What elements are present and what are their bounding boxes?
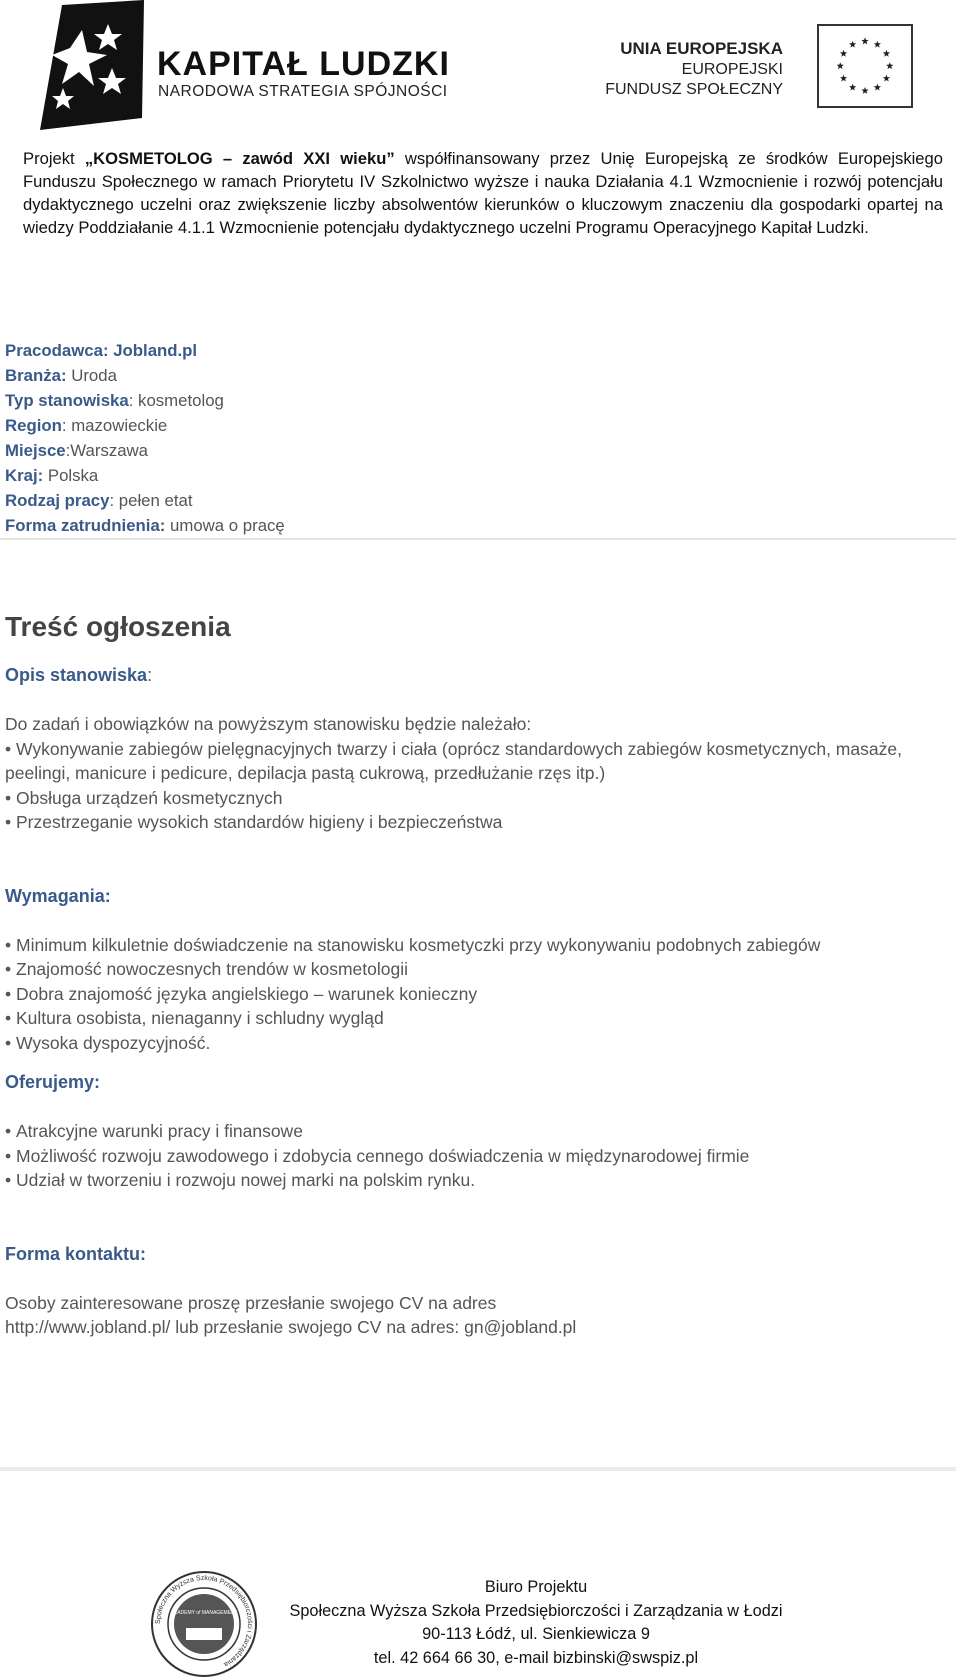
branch-label: Branża:: [5, 366, 67, 385]
kapital-ludzki-title: KAPITAŁ LUDZKI: [157, 45, 450, 83]
requirement-item: • Dobra znajomość języka angielskiego – warunek konieczny: [5, 982, 945, 1007]
eu-star-icon: [883, 75, 890, 82]
svg-text:ACADEMY of MANAGEMENT: ACADEMY of MANAGEMENT: [170, 1610, 238, 1616]
country-value: Polska: [43, 466, 99, 485]
description-heading-colon: :: [147, 665, 153, 685]
offer-item: • Atrakcyjne warunki pracy i finansowe: [5, 1119, 945, 1144]
footer-office: Biuro Projektu: [484, 1578, 588, 1596]
description-heading: [5, 662, 945, 688]
offer-item: • Możliwość rozwoju zawodowego i zdobycia cennego doświadczenia w międzynarodowej firmie: [5, 1144, 945, 1169]
worktype-label: Rodzaj pracy: [5, 491, 110, 510]
branch-row: [5, 363, 285, 388]
eu-star-icon: [883, 50, 890, 57]
contact-heading: Forma kontaktu:: [5, 1243, 147, 1264]
kapital-ludzki-subtitle: NARODOWA STRATEGIA SPÓJNOŚCI: [158, 83, 448, 100]
job-details: [5, 338, 285, 538]
eu-star-icon: [861, 87, 868, 94]
offer-heading: Oferujemy:: [5, 1072, 101, 1092]
eu-star-icon: [840, 75, 847, 82]
description-heading-text: Opis stanowiska: [5, 665, 148, 685]
project-description: [23, 147, 943, 239]
duties-intro: Do zadań i obowiązków na powyższym stanowisku będzie należało:: [5, 714, 532, 734]
footer-divider: [0, 1467, 956, 1471]
eu-star-icon: [837, 62, 844, 69]
eu-flag-icon: [817, 24, 913, 108]
place-value: :Warszawa: [65, 441, 149, 460]
type-label: Typ stanowiska: [5, 391, 129, 410]
svg-text:Społeczna Wyższa Szkoła Przeds: Społeczna Wyższa Szkoła Przedsiębiorczości i Zarządzania: [154, 1574, 254, 1668]
type-value: : kosmetolog: [128, 391, 224, 410]
country-row: [5, 463, 285, 488]
duty-item: • Obsługa urządzeń kosmetycznych: [5, 786, 945, 811]
requirement-item: • Minimum kilkuletnie doświadczenie na stanowisku kosmetyczki przy wykonywaniu podobnych zabiegów: [5, 933, 945, 958]
worktype-value: : pełen etat: [109, 491, 193, 510]
employer: Pracodawca: Jobland.pl: [5, 341, 198, 360]
employment-value: umowa o pracę: [165, 516, 285, 535]
footer-street: 90-113 Łódź, ul. Sienkiewicza 9: [422, 1625, 650, 1643]
region-label: Region: [5, 416, 62, 435]
contact-line: http://www.jobland.pl/ lub przesłanie swojego CV na adres: gn@jobland.pl: [5, 1317, 577, 1337]
eu-star-icon: [849, 84, 856, 91]
employment-label: Forma zatrudnienia:: [5, 516, 166, 535]
offer-item: • Udział w tworzeniu i rozwoju nowej marki na polskim rynku.: [5, 1168, 945, 1193]
type-row: [5, 388, 285, 413]
eu-star-icon: [861, 37, 868, 44]
duty-item: • Przestrzeganie wysokich standardów higieny i bezpieczeństwa: [5, 810, 945, 835]
country-label: Kraj:: [5, 466, 44, 485]
employer-row: [5, 338, 285, 363]
footer-school: Społeczna Wyższa Szkoła Przedsiębiorczości i Zarządzania w Łodzi: [289, 1601, 783, 1620]
footer-address: [262, 1576, 810, 1670]
academy-seal-icon: [150, 1570, 258, 1678]
requirement-item: • Kultura osobista, nienaganny i schludny wygląd: [5, 1006, 945, 1031]
eu-title: UNIA EUROPEJSKA: [620, 39, 783, 58]
project-text: współfinansowany przez Unię Europejską ze środków Europejskiego Funduszu Społecznego w ramach Priorytetu IV Szkolnictwo wyższe i nauka Działania 4.1 Wzmocnienie i rozwój potencjału dydaktycznego uczelni oraz zwiększenie liczby absolwentów kierunków o kluczowym znaczeniu dla gospodarki opartej na wiedzy Poddziałanie 4.1.1 Wzmocnienie potencjału dydaktycznego uczelni Programu Operacyjnego Kapitał Ludzki.: [23, 149, 943, 237]
kapital-ludzki-emblem-icon: [32, 0, 152, 132]
content-heading: Treść ogłoszenia: [5, 611, 231, 642]
project-name: „KOSMETOLOG – zawód XXI wieku”: [84, 149, 395, 168]
region-row: [5, 413, 285, 438]
requirement-item: • Znajomość nowoczesnych trendów w kosmetologii: [5, 957, 945, 982]
branch-value: Uroda: [66, 366, 117, 385]
duty-item: • Wykonywanie zabiegów pielęgnacyjnych twarzy i ciała (oprócz standardowych zabiegów kosmetycznych, masaże, peelingi, manicure i pedicure, depilacja pastą cukrową, przedłużanie rzęs itp.): [5, 737, 945, 786]
contact-line: Osoby zainteresowane proszę przesłanie swojego CV na adres: [5, 1292, 497, 1313]
eu-star-icon: [874, 41, 881, 48]
place-label: Miejsce: [5, 441, 66, 460]
employment-row: [5, 513, 285, 538]
eu-line2: EUROPEJSKI: [681, 61, 783, 78]
kapital-ludzki-logo: [32, 0, 462, 135]
requirements-heading: Wymagania:: [5, 885, 111, 906]
eu-star-icon: [840, 50, 847, 57]
worktype-row: [5, 488, 285, 513]
requirement-item: • Wysoka dyspozycyjność.: [5, 1031, 945, 1056]
divider: [0, 538, 956, 540]
eu-logo: [605, 22, 913, 112]
place-row: [5, 438, 285, 463]
job-content: [5, 610, 945, 1340]
eu-star-icon: [886, 62, 893, 69]
footer-contact: tel. 42 664 66 30, e-mail bizbinski@swspiz.pl: [373, 1648, 699, 1667]
eu-star-icon: [874, 84, 881, 91]
region-value: : mazowieckie: [61, 416, 168, 435]
eu-line3: FUNDUSZ SPOŁECZNY: [605, 81, 783, 98]
project-prefix: Projekt: [23, 149, 85, 168]
eu-star-icon: [849, 41, 856, 48]
